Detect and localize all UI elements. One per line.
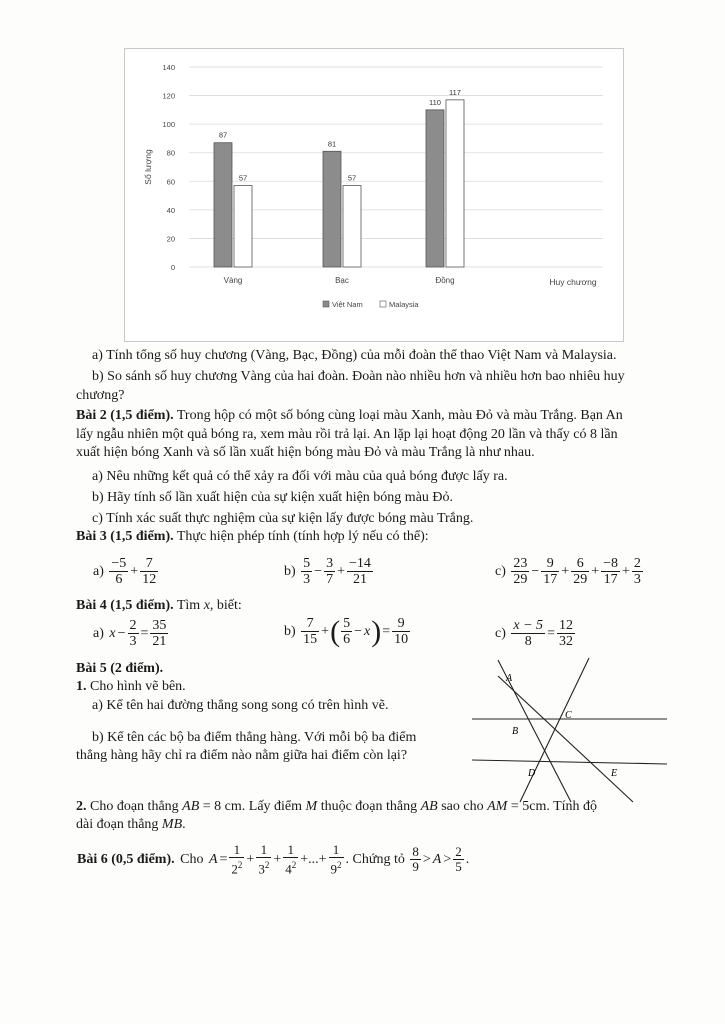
bai4-expr-b: b) $\frac{7}{15}$ +( $\frac{5}{6}$ − x)= $\frac{9}{10}$ [284, 614, 409, 648]
bar-malaysia [343, 186, 361, 267]
bai5-part1-heading: 1. Cho hình vẽ bên. [76, 679, 186, 694]
y-tick-label: 140 [162, 63, 175, 72]
bar-chart-svg [125, 49, 623, 341]
x-category-label: Vàng [223, 276, 243, 285]
line-de [472, 760, 667, 764]
bar-malaysia [234, 186, 252, 267]
bai5-part2-line2: dài đoạn thẳng MB. [76, 817, 186, 832]
bai3-title: Bài 3 (1,5 điểm). [76, 529, 174, 544]
bar-value-label: 117 [449, 87, 461, 97]
bai2-line1 [76, 407, 623, 425]
bai5-part2-line1: 2. Cho đoạn thẳng AB = 8 cm. Lấy điểm M thuộc đoạn thẳng AB sao cho AM = 5cm. Tính độ [76, 799, 598, 814]
y-tick-label: 20 [166, 234, 175, 244]
x-category-label: Đồng [435, 276, 455, 285]
bai2-text1: Trong hộp có một số bóng cùng loại màu Xanh, màu Đỏ và màu Trắng. Bạn An [173, 408, 623, 423]
bar-value-label: 87 [218, 130, 228, 140]
bar-vietnam [323, 151, 341, 267]
x-category-label: Bạc [335, 276, 349, 285]
y-tick-label: 0 [170, 263, 175, 272]
y-tick-label: 100 [162, 120, 175, 130]
bai2-line2: lấy ngẫu nhiên một quả bóng ra, xem màu rồi trả lại. An lặp lại hoạt động 20 lần và thấy có 8 lần [76, 427, 618, 442]
label-b: B [512, 726, 519, 737]
legend-label-vietnam: Việt Nam [332, 300, 363, 309]
bai1-question-b-line2: chương? [76, 388, 125, 403]
label-a: A [506, 673, 513, 684]
bai2-line3: xuất hiện bóng Xanh và số lần xuất hiện bóng màu Đỏ và màu Trắng là như nhau. [76, 445, 535, 460]
medal-chart [124, 48, 624, 342]
bai6-title: Bài 6 (0,5 điểm). [77, 851, 175, 867]
bai4-expr-a: a) x − $\frac{2}{3}$ = $\frac{35}{21}$ [93, 618, 167, 649]
bai1-question-b-line1: b) So sánh số huy chương Vàng của hai đoàn. Đoàn nào nhiều hơn và nhiều hơn bao nhiêu huy [92, 369, 625, 384]
bai1-question-a: a) Tính tổng số huy chương (Vàng, Bạc, Đồng) của mỗi đoàn thể thao Việt Nam và Malaysia. [92, 348, 617, 363]
bai2-title: Bài 2 (1,5 điểm). [76, 408, 174, 423]
bai6-line: Bài 6 (0,5 điểm). Cho A = $\frac{1}{2^2}$ + $\frac{1}{3^2}$ + $\frac{1}{4^2}$ +...+ $\frac{1}{9^2}$ . Chứng tỏ $\frac{8}{9}$ > A > $\frac{2}{5}$ . [77, 842, 470, 877]
bai5-title: Bài 5 (2 điểm). [76, 661, 164, 676]
bar-malaysia [446, 100, 464, 267]
bai2-question-c: c) Tính xác suất thực nghiệm của sự kiện lấy được bóng màu Trắng. [92, 511, 474, 526]
bai5-question-b-line2: thẳng hàng hãy chỉ ra điểm nào nằm giữa hai điểm còn lại? [76, 748, 408, 763]
bai5-question-b-line1: b) Kể tên các bộ ba điểm thẳng hàng. Với mỗi bộ ba điểm [92, 730, 417, 745]
x-axis-label: Huy chương [549, 277, 597, 287]
bai4-heading: Bài 4 (1,5 điểm). Tìm x, biết: [76, 598, 242, 613]
legend-label-malaysia: Malaysia [389, 300, 419, 309]
bai2-question-b: b) Hãy tính số lần xuất hiện của sự kiện xuất hiện bóng màu Đỏ. [92, 490, 454, 505]
bai3-expr-b: b) $\frac{5}{3}$ − $\frac{3}{7}$ + $\frac{-14}{21}$ [284, 556, 371, 587]
label-d: D [528, 768, 536, 779]
label-e: E [611, 768, 618, 779]
bai4-title: Bài 4 (1,5 điểm). [76, 598, 174, 613]
y-tick-label: 80 [166, 148, 175, 158]
geometry-lines [468, 656, 668, 804]
bar-value-label: 81 [327, 139, 337, 149]
y-tick-label: 60 [166, 177, 175, 187]
bai3-desc: Thực hiện phép tính (tính hợp lý nếu có thể): [173, 529, 429, 544]
y-tick-label: 120 [162, 91, 175, 101]
bar-value-label: 57 [347, 173, 357, 183]
bai3-expr-c: c) $\frac{23}{29}$ − $\frac{9}{17}$ + $\frac{6}{29}$ + $\frac{-8}{17}$ + $\frac{2}{3}$ [495, 556, 641, 587]
bai4-expr-c: c) $\frac{x - 5}{8}$ = $\frac{12}{32}$ [495, 618, 573, 649]
bar-value-label: 57 [238, 173, 248, 183]
bar-vietnam [214, 143, 232, 267]
legend-swatch-malaysia [380, 301, 386, 307]
bar-vietnam [426, 110, 444, 267]
line-ace [498, 676, 633, 802]
label-c: C [565, 710, 572, 721]
y-tick-label: 40 [166, 205, 175, 215]
y-axis-label: Số lượng [143, 149, 153, 185]
bai2-question-a: a) Nêu những kết quả có thể xảy ra đối với màu của quả bóng được lấy ra. [92, 469, 508, 484]
bai3-expr-a: a) $\frac{-5}{6}$ + $\frac{7}{12}$ [93, 556, 157, 587]
bai5-question-a: a) Kể tên hai đường thẳng song song có trên hình vẽ. [92, 698, 389, 713]
bar-value-label: 110 [429, 97, 441, 107]
bai3-heading [76, 528, 429, 546]
legend-swatch-vietnam [323, 301, 329, 307]
geometry-figure [468, 656, 668, 804]
line-cd [520, 658, 589, 802]
